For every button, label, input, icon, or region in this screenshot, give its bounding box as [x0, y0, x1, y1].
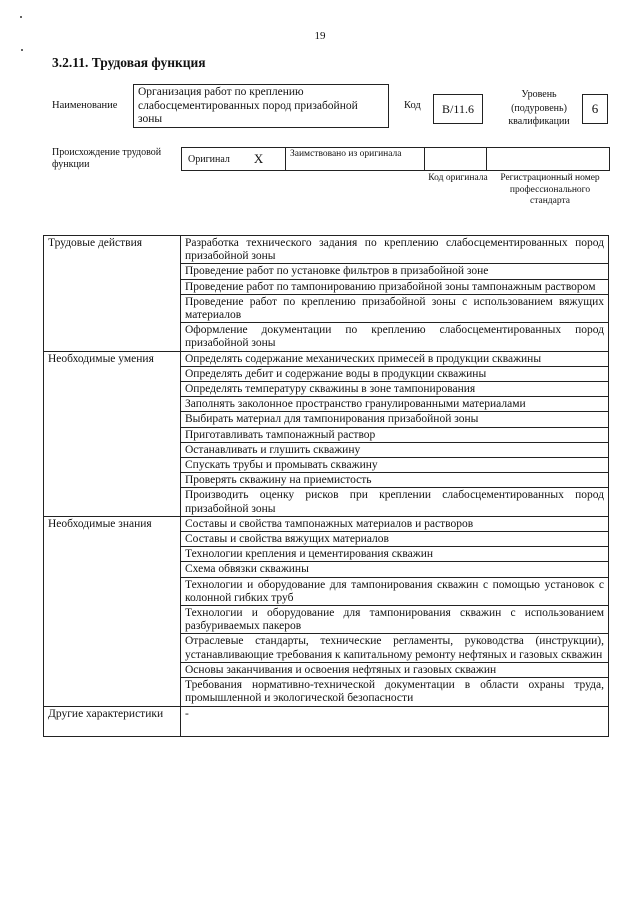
item-cell: Оформление документации по креплению слабосцементированных пород призабойной зоны: [181, 323, 609, 351]
category-cell: Необходимые умения: [44, 351, 181, 516]
category-cell: Трудовые действия: [44, 236, 181, 352]
table-row: [44, 706, 609, 736]
item-cell: Проверять скважину на приемистость: [181, 473, 609, 488]
code-label: Код: [404, 100, 421, 111]
item-cell: Проведение работ по тампонированию призабойной зоны тампонажным раствором: [181, 279, 609, 294]
function-name-box: Организация работ по креплению слабосцементированных пород призабойной зоны: [133, 84, 389, 128]
item-cell: Выбирать материал для тампонирования призабойной зоны: [181, 412, 609, 427]
item-cell: Разработка технического задания по креплению слабосцементированных пород призабойной зоны: [181, 236, 609, 264]
section-title: 3.2.11. Трудовая функция: [52, 55, 206, 70]
item-cell: Спускать трубы и промывать скважину: [181, 458, 609, 473]
item-cell: Определять температуру скважины в зоне тампонирования: [181, 382, 609, 397]
item-cell: Проведение работ по установке фильтров в призабойной зоне: [181, 264, 609, 279]
origin-label: Происхождение трудовой функции: [52, 147, 162, 170]
level-value: 6: [582, 94, 608, 124]
item-cell: Определять содержание механических примесей в продукции скважины: [181, 351, 609, 366]
item-cell: -: [181, 706, 609, 736]
item-cell: Составы и свойства тампонажных материалов и растворов: [181, 516, 609, 531]
item-cell: Определять дебит и содержание воды в продукции скважины: [181, 366, 609, 381]
table-row: [44, 236, 609, 264]
scan-dot: [21, 49, 23, 51]
origin-row: [182, 147, 610, 171]
item-cell: Требования нормативно-технической документации в области охраны труда, промышленной и экологической безопасности: [181, 678, 609, 706]
item-cell: Заполнять заколонное пространство гранулированными материалами: [181, 397, 609, 412]
borrowed-cell: Заимствовано из оригинала: [285, 147, 425, 171]
original-code-cell: [424, 147, 487, 171]
item-cell: Производить оценку рисков при креплении слабосцементированных пород призабойной зоны: [181, 488, 609, 516]
level-label: Уровень (подуровень) квалификации: [508, 89, 570, 127]
code-caption: Код оригинала: [428, 173, 488, 183]
scan-dot: [20, 16, 22, 18]
original-mark: X: [253, 151, 264, 166]
item-cell: Технологии крепления и цементирования скважин: [181, 547, 609, 562]
item-cell: Технологии и оборудование для тампонирования скважин с помощью установок с колонной гибких труб: [181, 577, 609, 605]
page-number: 19: [314, 30, 326, 42]
item-cell: Отраслевые стандарты, технические регламенты, руководства (инструкции), устанавливающие требования к капитальному ремонту нефтяных и газовых скважин: [181, 634, 609, 662]
table-row: [44, 351, 609, 366]
item-cell: Составы и свойства вяжущих материалов: [181, 532, 609, 547]
original-label: Оригинал: [188, 153, 230, 165]
category-cell: Необходимые знания: [44, 516, 181, 706]
reg-caption: Регистрационный номер профессионального стандарта: [500, 173, 600, 206]
item-cell: Технологии и оборудование для тампонирования скважин с использованием разбуриваемых пакеров: [181, 606, 609, 634]
item-cell: Проведение работ по креплению призабойной зоны с использованием вяжущих материалов: [181, 294, 609, 322]
item-cell: Приготавливать тампонажный раствор: [181, 427, 609, 442]
original-cell: [181, 147, 286, 171]
name-label: Наименование: [52, 100, 118, 111]
code-value: B/11.6: [433, 94, 483, 124]
function-table: [43, 235, 609, 737]
category-cell: Другие характеристики: [44, 706, 181, 736]
table-row: [44, 516, 609, 531]
item-cell: Останавливать и глушить скважину: [181, 442, 609, 457]
registration-cell: [486, 147, 610, 171]
item-cell: Схема обвязки скважины: [181, 562, 609, 577]
item-cell: Основы заканчивания и освоения нефтяных и газовых скважин: [181, 662, 609, 677]
